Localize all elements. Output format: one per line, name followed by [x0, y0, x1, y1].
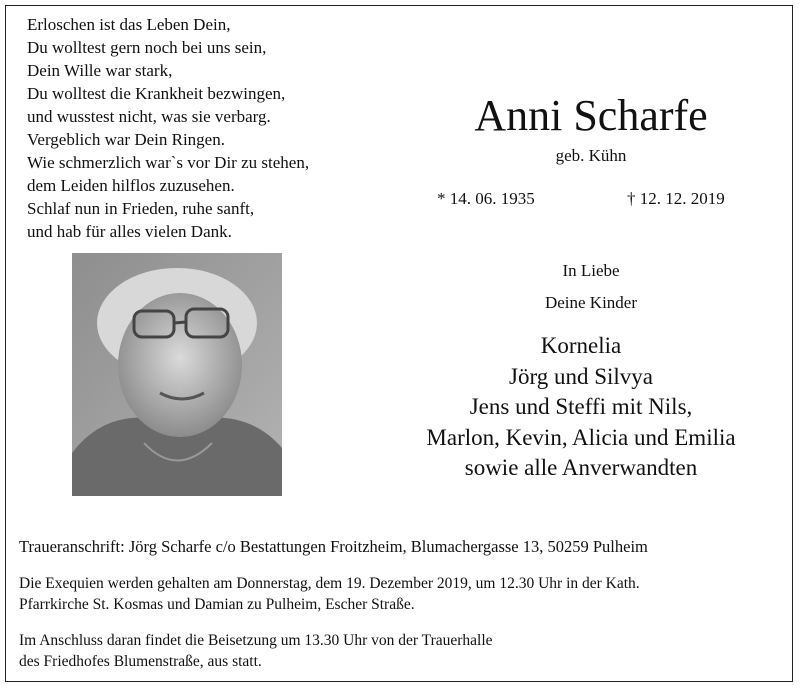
- poem-line: Schlaf nun in Frieden, ruhe sanft,: [27, 199, 255, 218]
- burial-text: [19, 630, 789, 672]
- death-date: † 12. 12. 2019: [627, 189, 725, 208]
- mourning-address: Traueranschrift: Jörg Scharfe c/o Bestattungen Froitzheim, Blumachergasse 13, 50259 Pulheim: [19, 537, 648, 556]
- poem-line: Wie schmerzlich war`s vor Dir zu stehen,: [27, 153, 310, 172]
- burial-line: Im Anschluss daran findet die Beisetzung um 13.30 Uhr von der Trauerhalle: [19, 632, 493, 649]
- deceased-name: Anni Scharfe: [474, 91, 708, 140]
- poem: [27, 13, 309, 243]
- burial-line: des Friedhofes Blumenstraße, aus statt.: [19, 653, 262, 670]
- mourner-name: Jens und Steffi mit Nils,: [469, 394, 693, 419]
- relation-line: Deine Kinder: [544, 293, 638, 312]
- birth-date: * 14. 06. 1935: [437, 189, 535, 208]
- maiden-name: geb. Kühn: [555, 146, 627, 165]
- mourner-names: [380, 331, 782, 484]
- portrait-photo: [72, 253, 282, 496]
- mourner-name: Jörg und Silvya: [509, 363, 653, 389]
- poem-line: und wusstest nicht, was sie verbarg.: [27, 107, 271, 126]
- poem-line: Vergeblich war Dein Ringen.: [27, 130, 225, 149]
- poem-line: Erloschen ist das Leben Dein,: [27, 15, 231, 34]
- exequies-line: Die Exequien werden gehalten am Donnerstag, dem 19. Dezember 2019, um 12.30 Uhr in der Kath.: [19, 575, 640, 592]
- poem-line: Dein Wille war stark,: [27, 61, 173, 80]
- poem-line: Du wolltest die Krankheit bezwingen,: [27, 84, 286, 103]
- mourner-name: Marlon, Kevin, Alicia und Emilia: [426, 424, 736, 450]
- exequies-line: Pfarrkirche St. Kosmas und Damian zu Pulheim, Escher Straße.: [19, 596, 415, 613]
- mourner-name: sowie alle Anverwandten: [464, 455, 698, 480]
- poem-line: und hab für alles vielen Dank.: [27, 222, 232, 241]
- poem-line: dem Leiden hilflos zuzusehen.: [27, 176, 235, 195]
- exequies-text: [19, 573, 789, 615]
- in-love-line: In Liebe: [562, 261, 620, 280]
- poem-line: Du wolltest gern noch bei uns sein,: [27, 38, 267, 57]
- mourner-name: Kornelia: [540, 333, 622, 358]
